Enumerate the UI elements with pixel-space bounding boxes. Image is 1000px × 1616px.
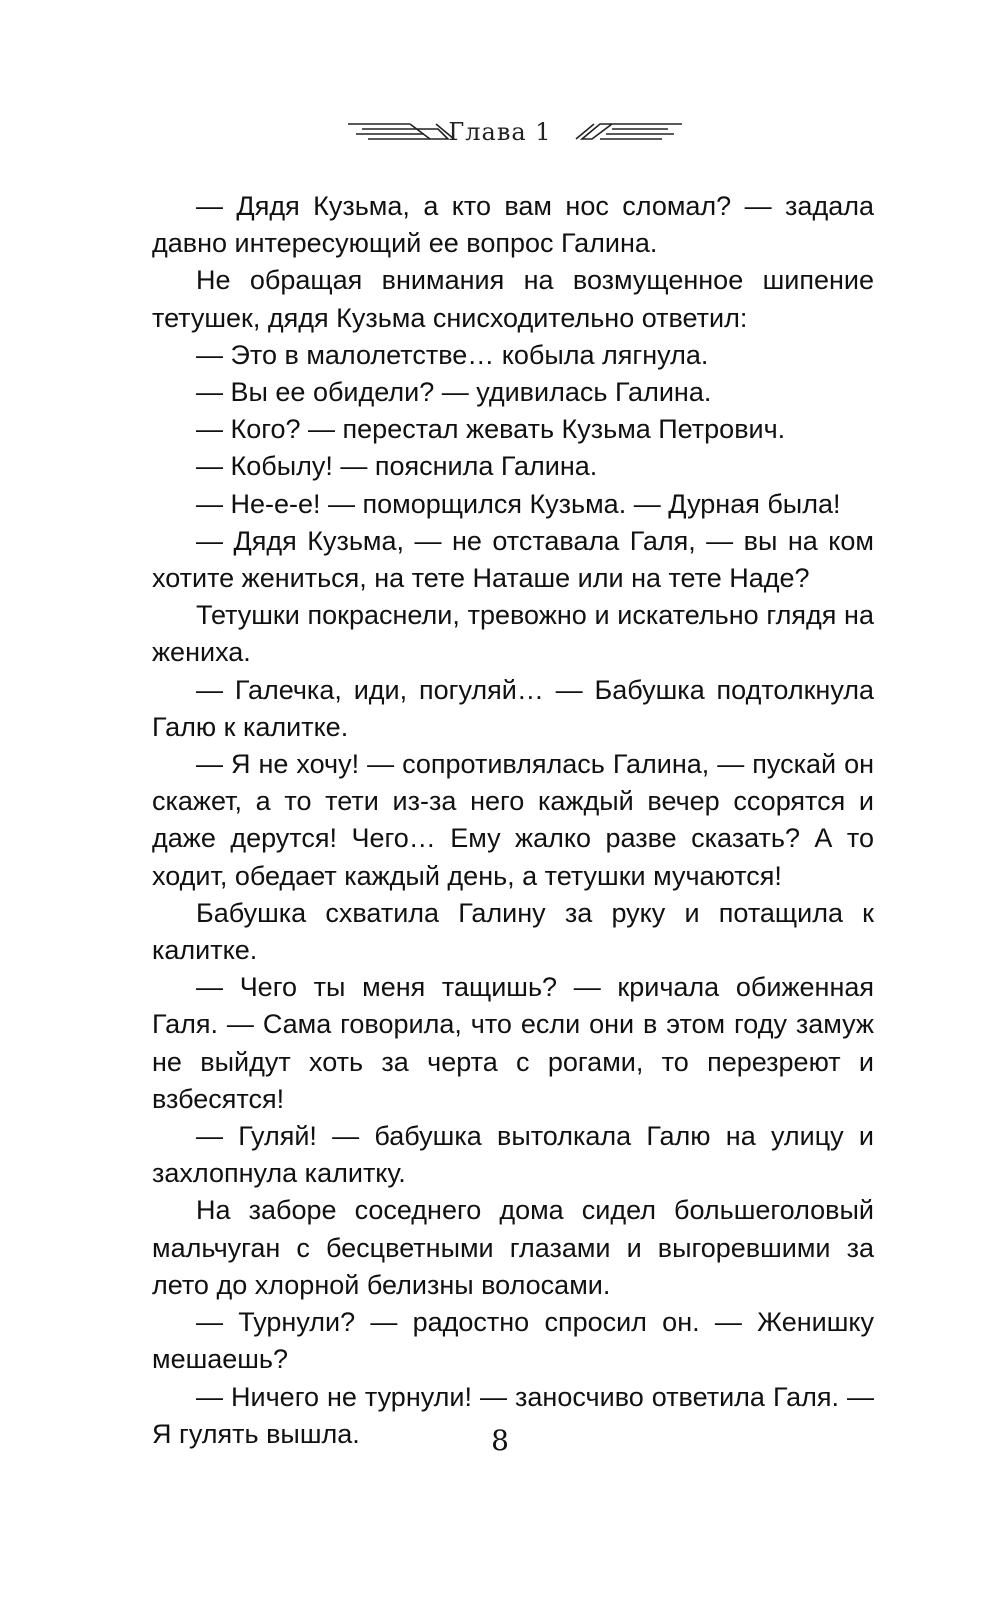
paragraph: — Не-е-е! — поморщился Кузьма. — Дурная была! — [196, 488, 841, 519]
chapter-title: Глава 1 — [448, 118, 552, 146]
running-header — [0, 112, 1000, 152]
paragraph: На заборе соседнего дома сидел большеголовый мальчуган с бесцветными глазами и выгоревшими за лето до хлорной белизны волосами. — [152, 1195, 874, 1300]
paragraph: — Кобылу! — пояснила Галина. — [196, 451, 598, 482]
paragraph: — Ничего не турнули! — заносчиво ответила Галя. — Я гулять вышла. — [152, 1381, 874, 1449]
paragraph: Не обращая внимания на возмущенное шипение тетушек, дядя Кузьма снисходительно ответил: — [152, 265, 874, 333]
right-ornament-icon — [572, 120, 682, 144]
paragraph: Тетушки покраснели, тревожно и искательно глядя на жениха. — [152, 600, 874, 668]
paragraph: — Галечка, иди, погуляй… — Бабушка подтолкнула Галю к калитке. — [152, 674, 874, 742]
paragraph: — Чего ты меня тащишь? — кричала обиженная Галя. — Сама говорила, что если они в этом году замуж не выйдут хоть за черта с рогами, то перезреют и взбесятся! — [152, 972, 874, 1114]
paragraph: — Это в малолетстве… кобыла лягнула. — [196, 339, 709, 370]
paragraph: — Я не хочу! — сопротивлялась Галина, — пускай он скажет, а то тети из-за него каждый вечер ссорятся и даже дерутся! Чего… Ему жалко разве сказать? А то ходит, обедает каждый день, а тетушки мучаются! — [152, 749, 874, 891]
paragraph: — Вы ее обидели? — удивилась Галина. — [196, 377, 712, 408]
page-number: 8 — [491, 1424, 509, 1457]
paragraph: — Кого? — перестал жевать Кузьма Петрович. — [196, 414, 786, 445]
paragraph: Бабушка схватила Галину за руку и потащила к калитке. — [152, 897, 874, 966]
chapter-body — [152, 188, 874, 1453]
paragraph: — Гуляй! — бабушка вытолкала Галю на улицу и захлопнула калитку. — [152, 1121, 874, 1189]
paragraph: — Дядя Кузьма, а кто вам нос сломал? — задала давно интересующий ее вопрос Галина. — [152, 191, 874, 259]
paragraph: — Турнули? — радостно спросил он. — Женишку мешаешь? — [152, 1307, 874, 1375]
paragraph: — Дядя Кузьма, — не отставала Галя, — вы на ком хотите жениться, на тете Наташе или на тете Наде? — [152, 525, 874, 594]
